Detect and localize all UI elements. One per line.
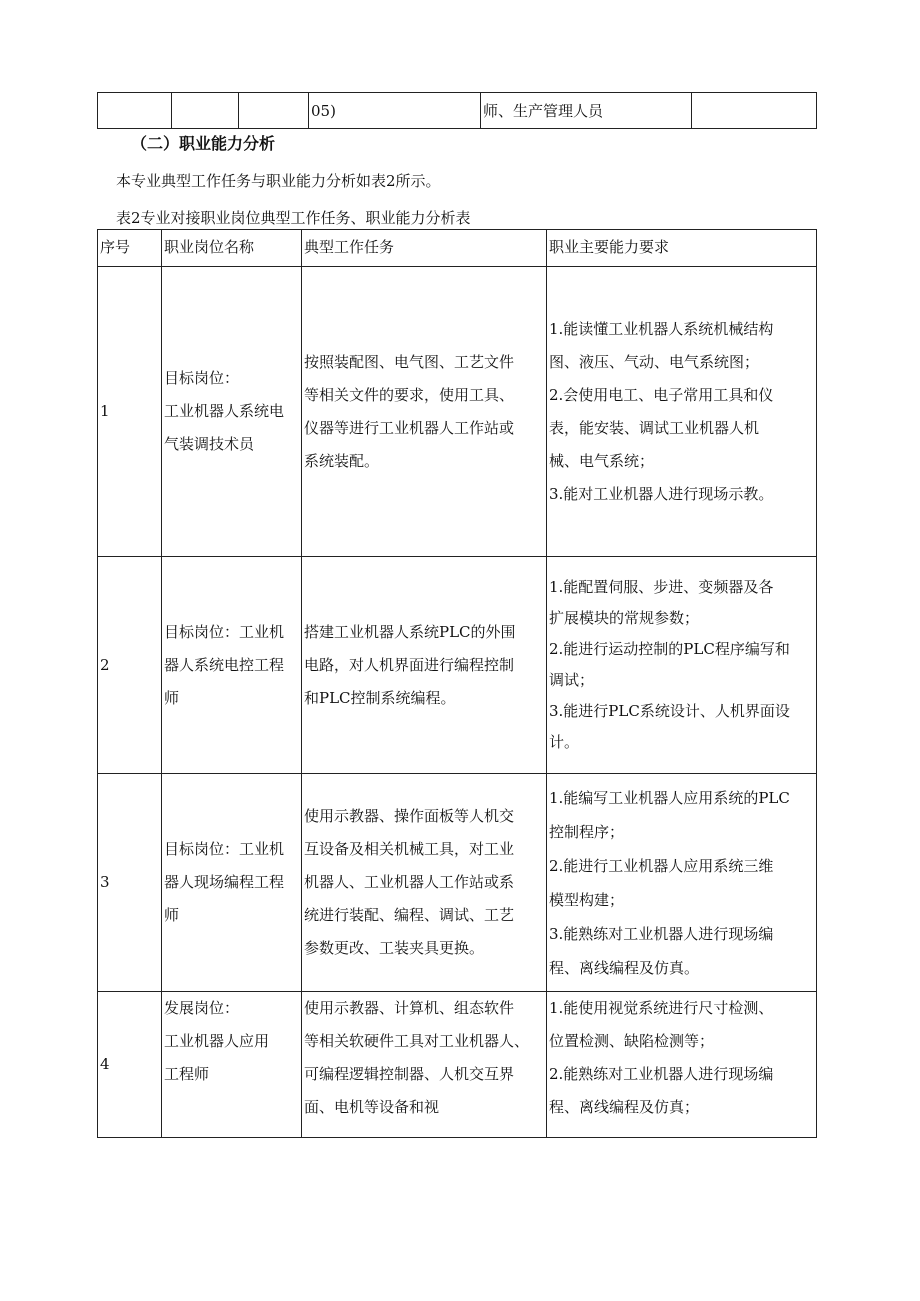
ability-line: 3.能对工业机器人进行现场示教。 — [549, 484, 774, 503]
table-cell — [172, 93, 239, 129]
task-line: 等相关软硬件工具对工业机器人、 — [304, 1032, 530, 1050]
table-cell: 师、生产管理人员 — [481, 93, 692, 129]
header-position: 职业岗位名称 — [162, 230, 302, 267]
table-row — [98, 774, 817, 992]
ability-line: 1.能编写工业机器人应用系统的PLC — [549, 788, 790, 807]
task-line: 按照装配图、电气图、工艺文件 — [304, 352, 515, 371]
row-number: 4 — [98, 992, 162, 1138]
ability-line: 程、离线编程及仿真。 — [549, 958, 700, 977]
ability-line: 2.能进行运动控制的PLC程序编写和 — [549, 640, 790, 658]
section-heading: （二）职业能力分析 — [131, 134, 276, 153]
task-line: 互设备及相关机械工具，对工业 — [304, 840, 515, 858]
header-no: 序号 — [98, 230, 162, 267]
position-cell — [162, 992, 302, 1138]
abilities-cell — [547, 774, 817, 992]
task-line: 使用示教器、操作面板等人机交 — [304, 807, 515, 825]
table-row — [98, 557, 817, 774]
ability-line: 位置检测、缺陷检测等； — [549, 1032, 715, 1050]
position-line: 目标岗位：工业机 — [164, 622, 285, 641]
tasks-cell — [302, 774, 547, 992]
table-row — [98, 267, 817, 557]
abilities-cell — [547, 992, 817, 1138]
position-line: 器人系统电控工程 — [164, 655, 285, 674]
abilities-cell — [547, 557, 817, 774]
task-line: 机器人、工业机器人工作站或系 — [304, 873, 515, 891]
ability-line: 2.能熟练对工业机器人进行现场编 — [549, 1065, 774, 1083]
ability-line: 械、电气系统； — [549, 451, 655, 470]
position-line: 工业机器人系统电 — [164, 402, 285, 420]
task-line: 使用示教器、计算机、组态软件 — [304, 999, 515, 1017]
task-line: 搭建工业机器人系统PLC的外围 — [304, 622, 516, 641]
ability-line: 2.会使用电工、电子常用工具和仪 — [549, 385, 774, 404]
position-cell — [162, 774, 302, 992]
table-header-row — [98, 230, 817, 267]
table-row — [98, 93, 817, 129]
ability-line: 表，能安装、调试工业机器人机 — [549, 418, 760, 437]
ability-line: 图、液压、气动、电气系统图； — [549, 352, 760, 371]
position-cell — [162, 267, 302, 557]
position-line: 目标岗位：工业机 — [164, 840, 285, 858]
ability-line: 调试； — [549, 671, 595, 689]
task-line: 参数更改、工装夹具更换。 — [304, 939, 485, 957]
previous-table-tail — [97, 92, 817, 129]
position-line: 师 — [164, 906, 180, 924]
ability-line: 1.能读懂工业机器人系统机械结构 — [549, 319, 774, 338]
tasks-cell — [302, 557, 547, 774]
ability-line: 扩展模块的常规参数； — [549, 609, 700, 627]
ability-line: 模型构建； — [549, 890, 625, 909]
task-line: 等相关文件的要求，使用工具、 — [304, 385, 515, 404]
table-cell — [98, 93, 172, 129]
header-tasks: 典型工作任务 — [302, 230, 547, 267]
position-line: 工业机器人应用 — [164, 1032, 270, 1050]
row-number: 1 — [98, 267, 162, 557]
ability-line: 3.能进行PLC系统设计、人机界面设 — [549, 702, 790, 720]
table-caption: 表2专业对接职业岗位典型工作任务、职业能力分析表 — [116, 209, 471, 227]
table-row — [98, 992, 817, 1138]
abilities-cell — [547, 267, 817, 557]
ability-line: 控制程序； — [549, 822, 625, 841]
task-line: 仪器等进行工业机器人工作站或 — [304, 418, 515, 437]
position-line: 工程师 — [164, 1065, 210, 1083]
ability-line: 2.能进行工业机器人应用系统三维 — [549, 856, 774, 875]
header-abilities: 职业主要能力要求 — [547, 230, 817, 267]
table-cell: 05) — [309, 93, 481, 129]
position-line: 目标岗位： — [164, 369, 240, 387]
intro-paragraph: 本专业典型工作任务与职业能力分析如表2所示。 — [116, 172, 441, 190]
position-line: 气装调技术员 — [164, 435, 255, 453]
position-line: 发展岗位： — [164, 999, 240, 1017]
task-line: 和PLC控制系统编程。 — [304, 688, 456, 707]
task-line: 系统装配。 — [304, 451, 380, 470]
ability-line: 计。 — [549, 733, 580, 751]
ability-line: 1.能配置伺服、步进、变频器及各 — [549, 578, 774, 596]
ability-line: 程、离线编程及仿真； — [549, 1098, 700, 1116]
ability-line: 1.能使用视觉系统进行尺寸检测、 — [549, 999, 774, 1017]
row-number: 2 — [98, 557, 162, 774]
task-line: 统进行装配、编程、调试、工艺 — [304, 906, 515, 924]
position-cell — [162, 557, 302, 774]
position-line: 师 — [164, 688, 180, 707]
tasks-cell — [302, 992, 547, 1138]
tasks-cell — [302, 267, 547, 557]
ability-line: 3.能熟练对工业机器人进行现场编 — [549, 924, 774, 943]
task-line: 可编程逻辑控制器、人机交互界 — [304, 1065, 515, 1083]
position-line: 器人现场编程工程 — [164, 873, 285, 891]
table-cell — [239, 93, 309, 129]
table-cell — [692, 93, 817, 129]
task-line: 电路，对人机界面进行编程控制 — [304, 655, 515, 674]
row-number: 3 — [98, 774, 162, 992]
task-line: 面、电机等设备和视 — [304, 1098, 440, 1116]
ability-analysis-table — [97, 229, 817, 1138]
